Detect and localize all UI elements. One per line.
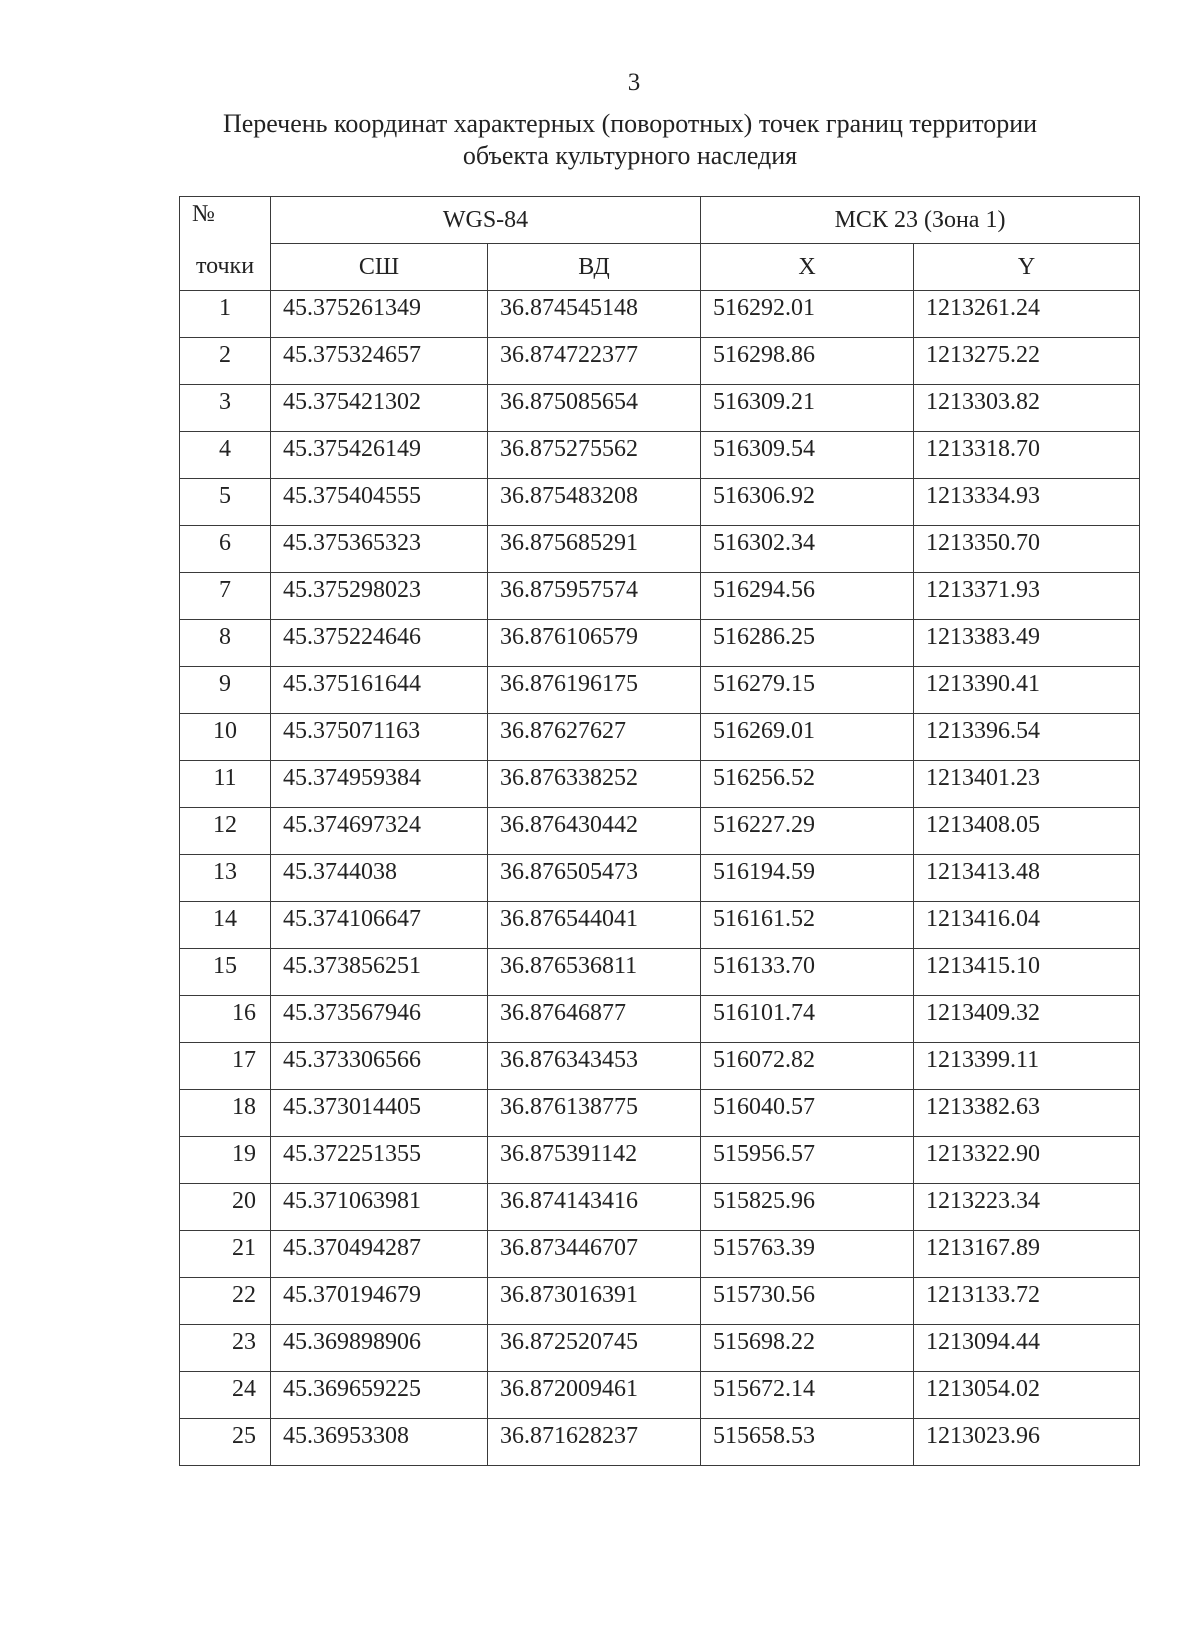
x-header: X	[701, 244, 914, 291]
y-cell: 1213416.04	[914, 902, 1140, 949]
longitude-cell: 36.876544041	[488, 902, 701, 949]
x-cell: 515730.56	[701, 1278, 914, 1325]
table-row	[180, 385, 1140, 432]
x-cell: 516040.57	[701, 1090, 914, 1137]
latitude-cell: 45.3744038	[271, 855, 488, 902]
longitude-header: ВД	[488, 244, 701, 291]
x-cell: 516194.59	[701, 855, 914, 902]
x-cell: 516294.56	[701, 573, 914, 620]
longitude-cell: 36.874143416	[488, 1184, 701, 1231]
latitude-cell: 45.375426149	[271, 432, 488, 479]
x-cell: 516269.01	[701, 714, 914, 761]
x-cell: 516101.74	[701, 996, 914, 1043]
point-number-cell: 23	[180, 1325, 271, 1372]
table-row	[180, 761, 1140, 808]
x-cell: 515672.14	[701, 1372, 914, 1419]
y-cell: 1213390.41	[914, 667, 1140, 714]
latitude-cell: 45.374697324	[271, 808, 488, 855]
point-number-cell: 25	[180, 1419, 271, 1466]
latitude-cell: 45.375324657	[271, 338, 488, 385]
page-number: 3	[627, 69, 641, 96]
latitude-cell: 45.36953308	[271, 1419, 488, 1466]
y-cell: 1213303.82	[914, 385, 1140, 432]
longitude-cell: 36.87627627	[488, 714, 701, 761]
x-cell: 516302.34	[701, 526, 914, 573]
point-number-cell: 3	[180, 385, 271, 432]
y-cell: 1213415.10	[914, 949, 1140, 996]
longitude-cell: 36.876430442	[488, 808, 701, 855]
x-cell: 516309.54	[701, 432, 914, 479]
y-cell: 1213413.48	[914, 855, 1140, 902]
latitude-cell: 45.375298023	[271, 573, 488, 620]
y-cell: 1213409.32	[914, 996, 1140, 1043]
y-cell: 1213350.70	[914, 526, 1140, 573]
coordinates-table	[179, 196, 1140, 1466]
point-number-cell: 22	[180, 1278, 271, 1325]
y-cell: 1213275.22	[914, 338, 1140, 385]
longitude-cell: 36.876138775	[488, 1090, 701, 1137]
point-number-cell: 8	[180, 620, 271, 667]
x-cell: 515956.57	[701, 1137, 914, 1184]
latitude-cell: 45.375365323	[271, 526, 488, 573]
y-cell: 1213261.24	[914, 291, 1140, 338]
x-cell: 515658.53	[701, 1419, 914, 1466]
point-number-cell: 12	[180, 808, 271, 855]
latitude-cell: 45.373306566	[271, 1043, 488, 1090]
y-cell: 1213094.44	[914, 1325, 1140, 1372]
latitude-cell: 45.375421302	[271, 385, 488, 432]
table-row	[180, 1278, 1140, 1325]
table-row	[180, 1137, 1140, 1184]
table-row	[180, 573, 1140, 620]
table-row	[180, 620, 1140, 667]
y-cell: 1213371.93	[914, 573, 1140, 620]
y-cell: 1213133.72	[914, 1278, 1140, 1325]
x-cell: 516292.01	[701, 291, 914, 338]
document-title-line-2: объекта культурного наследия	[462, 141, 798, 170]
longitude-cell: 36.876196175	[488, 667, 701, 714]
document-title-line-1: Перечень координат характерных (поворотных) точек границ территории	[222, 109, 1038, 138]
table-row	[180, 1231, 1140, 1278]
longitude-cell: 36.875483208	[488, 479, 701, 526]
longitude-cell: 36.872520745	[488, 1325, 701, 1372]
y-header: Y	[914, 244, 1140, 291]
latitude-cell: 45.371063981	[271, 1184, 488, 1231]
point-number-cell: 18	[180, 1090, 271, 1137]
latitude-cell: 45.373567946	[271, 996, 488, 1043]
point-number-cell: 20	[180, 1184, 271, 1231]
point-number-cell: 5	[180, 479, 271, 526]
longitude-cell: 36.876106579	[488, 620, 701, 667]
table-row	[180, 714, 1140, 761]
table-row	[180, 808, 1140, 855]
x-cell: 516279.15	[701, 667, 914, 714]
point-number-cell: 11	[180, 761, 271, 808]
table-row	[180, 1419, 1140, 1466]
latitude-cell: 45.370194679	[271, 1278, 488, 1325]
x-cell: 516161.52	[701, 902, 914, 949]
y-cell: 1213408.05	[914, 808, 1140, 855]
latitude-cell: 45.373014405	[271, 1090, 488, 1137]
longitude-cell: 36.873016391	[488, 1278, 701, 1325]
latitude-cell: 45.375224646	[271, 620, 488, 667]
table-row	[180, 667, 1140, 714]
longitude-cell: 36.876338252	[488, 761, 701, 808]
point-number-header-top: №	[180, 197, 271, 244]
point-number-cell: 7	[180, 573, 271, 620]
y-cell: 1213334.93	[914, 479, 1140, 526]
latitude-cell: 45.375404555	[271, 479, 488, 526]
y-cell: 1213396.54	[914, 714, 1140, 761]
point-number-cell: 1	[180, 291, 271, 338]
y-cell: 1213382.63	[914, 1090, 1140, 1137]
x-cell: 515698.22	[701, 1325, 914, 1372]
point-number-cell: 24	[180, 1372, 271, 1419]
point-number-cell: 19	[180, 1137, 271, 1184]
latitude-cell: 45.375071163	[271, 714, 488, 761]
x-cell: 516133.70	[701, 949, 914, 996]
table-row	[180, 291, 1140, 338]
latitude-cell: 45.369898906	[271, 1325, 488, 1372]
point-number-cell: 2	[180, 338, 271, 385]
latitude-cell: 45.375161644	[271, 667, 488, 714]
latitude-cell: 45.374959384	[271, 761, 488, 808]
x-cell: 515825.96	[701, 1184, 914, 1231]
x-cell: 516072.82	[701, 1043, 914, 1090]
point-number-cell: 6	[180, 526, 271, 573]
longitude-cell: 36.875957574	[488, 573, 701, 620]
y-cell: 1213023.96	[914, 1419, 1140, 1466]
latitude-header: СШ	[271, 244, 488, 291]
coordinates-table-body	[180, 291, 1140, 1466]
msk23-group-header: МСК 23 (Зона 1)	[701, 197, 1140, 244]
table-row	[180, 338, 1140, 385]
point-number-cell: 14	[180, 902, 271, 949]
longitude-cell: 36.876505473	[488, 855, 701, 902]
table-row	[180, 1043, 1140, 1090]
latitude-cell: 45.373856251	[271, 949, 488, 996]
table-row	[180, 1184, 1140, 1231]
y-cell: 1213399.11	[914, 1043, 1140, 1090]
longitude-cell: 36.874545148	[488, 291, 701, 338]
table-row	[180, 432, 1140, 479]
latitude-cell: 45.369659225	[271, 1372, 488, 1419]
table-row	[180, 996, 1140, 1043]
longitude-cell: 36.871628237	[488, 1419, 701, 1466]
latitude-cell: 45.375261349	[271, 291, 488, 338]
y-cell: 1213318.70	[914, 432, 1140, 479]
document-title	[160, 108, 1100, 172]
point-number-cell: 17	[180, 1043, 271, 1090]
latitude-cell: 45.370494287	[271, 1231, 488, 1278]
coordinates-table-header	[180, 197, 1140, 291]
table-row	[180, 949, 1140, 996]
longitude-cell: 36.875685291	[488, 526, 701, 573]
point-number-cell: 21	[180, 1231, 271, 1278]
longitude-cell: 36.873446707	[488, 1231, 701, 1278]
x-cell: 516306.92	[701, 479, 914, 526]
table-row	[180, 1372, 1140, 1419]
x-cell: 515763.39	[701, 1231, 914, 1278]
x-cell: 516227.29	[701, 808, 914, 855]
table-row	[180, 1090, 1140, 1137]
longitude-cell: 36.874722377	[488, 338, 701, 385]
table-row	[180, 526, 1140, 573]
x-cell: 516256.52	[701, 761, 914, 808]
point-number-cell: 10	[180, 714, 271, 761]
longitude-cell: 36.876343453	[488, 1043, 701, 1090]
y-cell: 1213223.34	[914, 1184, 1140, 1231]
longitude-cell: 36.872009461	[488, 1372, 701, 1419]
table-row	[180, 479, 1140, 526]
y-cell: 1213054.02	[914, 1372, 1140, 1419]
wgs84-group-header: WGS-84	[271, 197, 701, 244]
x-cell: 516286.25	[701, 620, 914, 667]
longitude-cell: 36.875085654	[488, 385, 701, 432]
point-number-cell: 13	[180, 855, 271, 902]
point-number-cell: 15	[180, 949, 271, 996]
longitude-cell: 36.875275562	[488, 432, 701, 479]
y-cell: 1213322.90	[914, 1137, 1140, 1184]
longitude-cell: 36.87646877	[488, 996, 701, 1043]
point-number-header-bottom: точки	[180, 244, 271, 291]
longitude-cell: 36.875391142	[488, 1137, 701, 1184]
x-cell: 516298.86	[701, 338, 914, 385]
x-cell: 516309.21	[701, 385, 914, 432]
latitude-cell: 45.374106647	[271, 902, 488, 949]
table-row	[180, 855, 1140, 902]
table-row	[180, 902, 1140, 949]
point-number-cell: 9	[180, 667, 271, 714]
y-cell: 1213401.23	[914, 761, 1140, 808]
longitude-cell: 36.876536811	[488, 949, 701, 996]
latitude-cell: 45.372251355	[271, 1137, 488, 1184]
point-number-cell: 4	[180, 432, 271, 479]
table-row	[180, 1325, 1140, 1372]
y-cell: 1213383.49	[914, 620, 1140, 667]
point-number-cell: 16	[180, 996, 271, 1043]
y-cell: 1213167.89	[914, 1231, 1140, 1278]
